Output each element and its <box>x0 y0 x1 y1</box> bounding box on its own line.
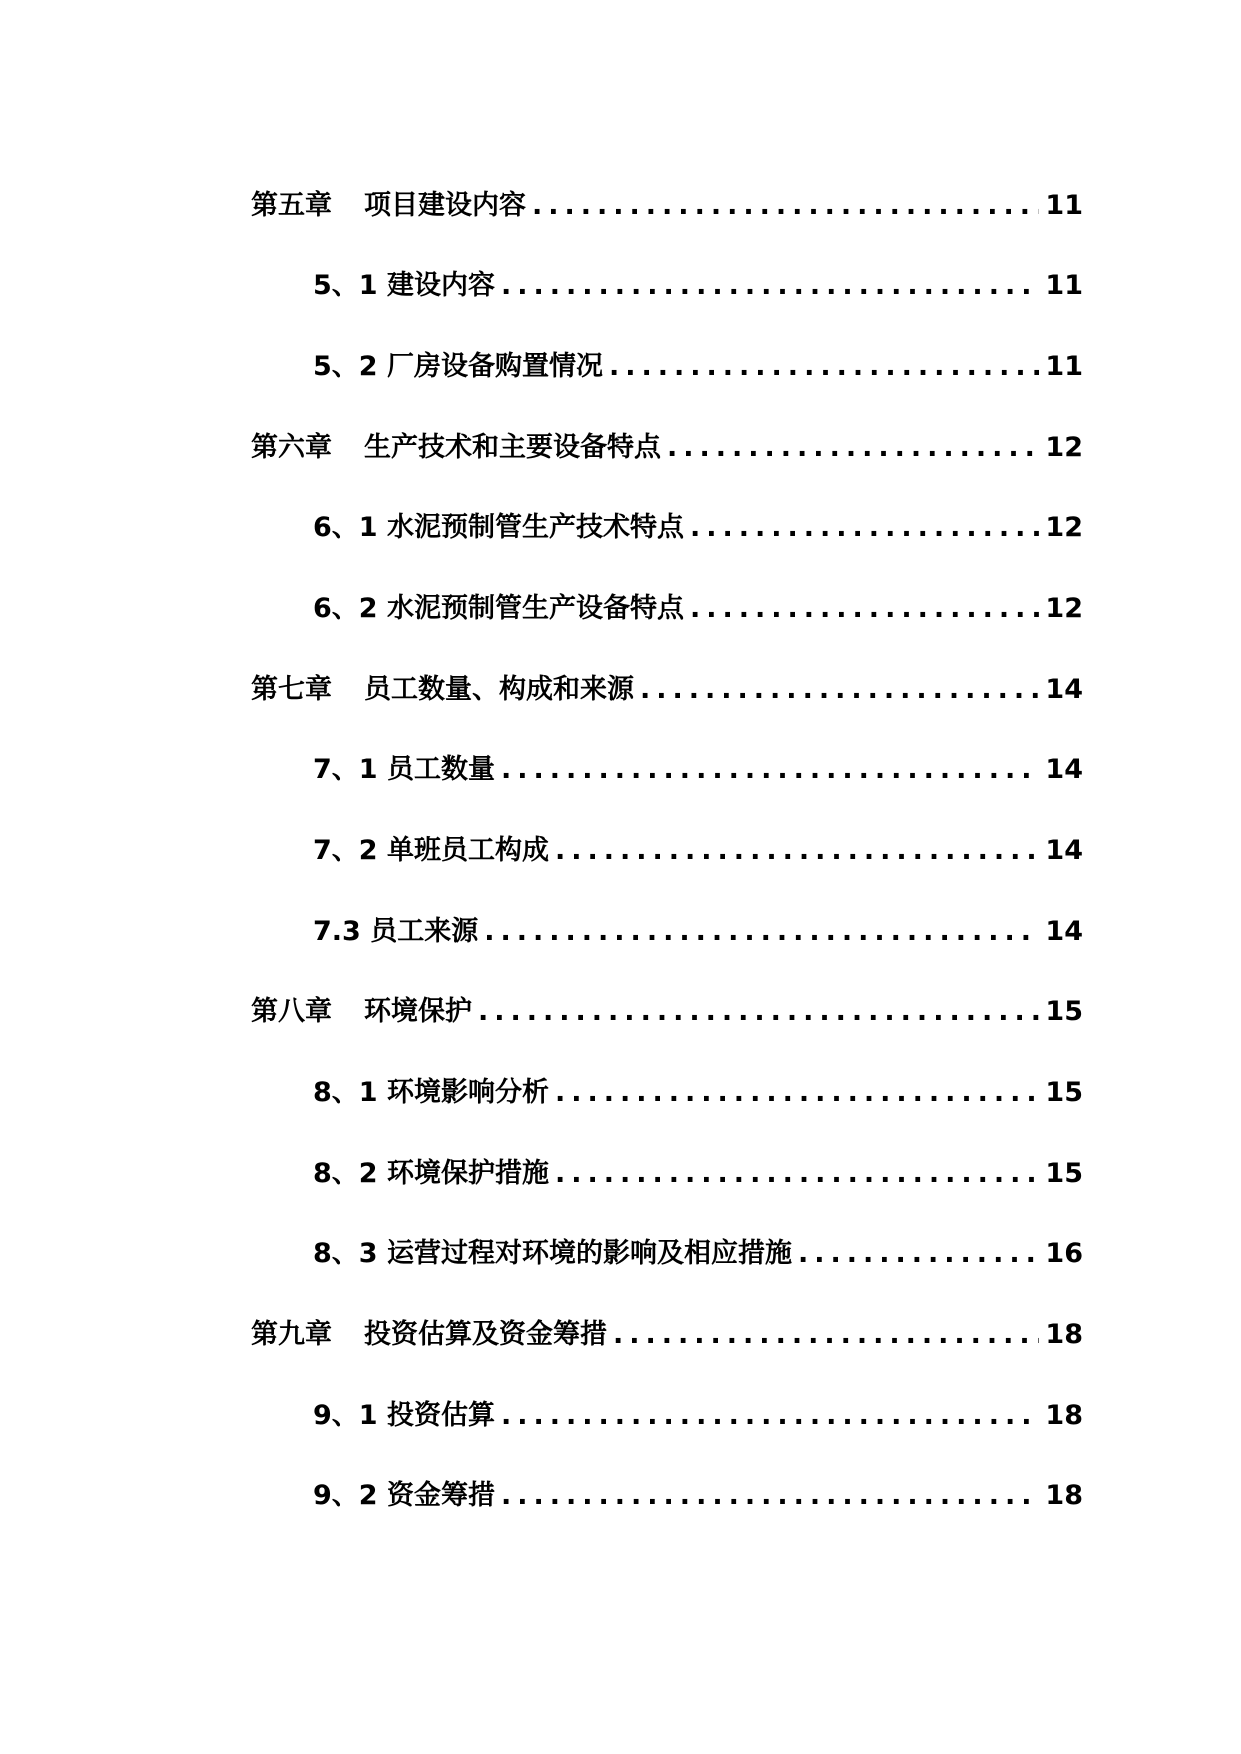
toc-entry-label: 5、2 厂房设备购置情况 <box>313 351 603 382</box>
toc-page-number: 15 <box>1045 996 1083 1027</box>
toc-page-number: 14 <box>1045 835 1083 866</box>
toc-dot-leader <box>484 912 1039 952</box>
toc-entry-label: 7、1 员工数量 <box>313 754 495 785</box>
toc-entry-chapter-5[interactable] <box>251 186 1083 226</box>
toc-entry-section-7-1[interactable] <box>313 750 1083 790</box>
toc-entry-chapter-6[interactable] <box>251 428 1083 468</box>
toc-entry-section-7-2[interactable] <box>313 831 1083 871</box>
toc-entry-section-7-3[interactable] <box>313 912 1083 952</box>
toc-page-number: 12 <box>1045 432 1083 463</box>
toc-entry-section-8-2[interactable] <box>313 1154 1083 1194</box>
toc-entry-section-9-1[interactable] <box>313 1396 1083 1436</box>
toc-page-number: 14 <box>1045 916 1083 947</box>
toc-entry-label: 第八章 环境保护 <box>251 996 472 1027</box>
toc-dot-leader <box>555 831 1039 871</box>
toc-dot-leader <box>667 428 1039 468</box>
toc-page-number: 14 <box>1045 754 1083 785</box>
toc-entry-section-8-3[interactable] <box>313 1234 1083 1274</box>
toc-page-number: 18 <box>1045 1400 1083 1431</box>
toc-dot-leader <box>613 1315 1039 1355</box>
toc-dot-leader <box>555 1073 1039 1113</box>
toc-dot-leader <box>478 992 1039 1032</box>
toc-page-number: 12 <box>1045 512 1083 543</box>
toc-entry-chapter-7[interactable] <box>251 670 1083 710</box>
toc-entry-label: 9、2 资金筹措 <box>313 1480 495 1511</box>
toc-entry-section-5-1[interactable] <box>313 266 1083 306</box>
toc-page-number: 11 <box>1045 270 1083 301</box>
toc-page-number: 15 <box>1045 1158 1083 1189</box>
toc-dot-leader <box>501 1476 1039 1516</box>
toc-entry-section-6-1[interactable] <box>313 508 1083 548</box>
toc-dot-leader <box>640 670 1039 710</box>
toc-entry-label: 8、2 环境保护措施 <box>313 1158 549 1189</box>
toc-entry-section-5-2[interactable] <box>313 347 1083 387</box>
toc-entry-chapter-9[interactable] <box>251 1315 1083 1355</box>
toc-entry-label: 5、1 建设内容 <box>313 270 495 301</box>
toc-dot-leader <box>690 589 1039 629</box>
toc-entry-label: 8、3 运营过程对环境的影响及相应措施 <box>313 1238 792 1269</box>
toc-entry-label: 8、1 环境影响分析 <box>313 1077 549 1108</box>
toc-page-number: 11 <box>1045 351 1083 382</box>
toc-page-number: 11 <box>1045 190 1083 221</box>
toc-entry-chapter-8[interactable] <box>251 992 1083 1032</box>
toc-dot-leader <box>609 347 1039 387</box>
toc-dot-leader <box>555 1154 1039 1194</box>
toc-page-number: 18 <box>1045 1480 1083 1511</box>
toc-page-number: 12 <box>1045 593 1083 624</box>
toc-page-number: 18 <box>1045 1319 1083 1350</box>
toc-entry-label: 7.3 员工来源 <box>313 916 479 947</box>
toc-entry-label: 7、2 单班员工构成 <box>313 835 549 866</box>
toc-entry-label: 第六章 生产技术和主要设备特点 <box>251 432 661 463</box>
toc-page-number: 16 <box>1045 1238 1083 1269</box>
toc-entry-section-9-2[interactable] <box>313 1476 1083 1516</box>
toc-dot-leader <box>690 508 1039 548</box>
toc-dot-leader <box>501 1396 1039 1436</box>
toc-dot-leader <box>501 750 1039 790</box>
toc-entry-label: 9、1 投资估算 <box>313 1400 495 1431</box>
toc-dot-leader <box>532 186 1039 226</box>
toc-page-number: 15 <box>1045 1077 1083 1108</box>
toc-entry-label: 6、2 水泥预制管生产设备特点 <box>313 593 684 624</box>
toc-entry-section-8-1[interactable] <box>313 1073 1083 1113</box>
toc-entry-label: 第七章 员工数量、构成和来源 <box>251 674 634 705</box>
toc-entry-label: 第五章 项目建设内容 <box>251 190 526 221</box>
toc-dot-leader <box>798 1234 1039 1274</box>
toc-page-number: 14 <box>1045 674 1083 705</box>
toc-dot-leader <box>501 266 1039 306</box>
toc-entry-label: 6、1 水泥预制管生产技术特点 <box>313 512 684 543</box>
toc-entry-section-6-2[interactable] <box>313 589 1083 629</box>
toc-entry-label: 第九章 投资估算及资金筹措 <box>251 1319 607 1350</box>
